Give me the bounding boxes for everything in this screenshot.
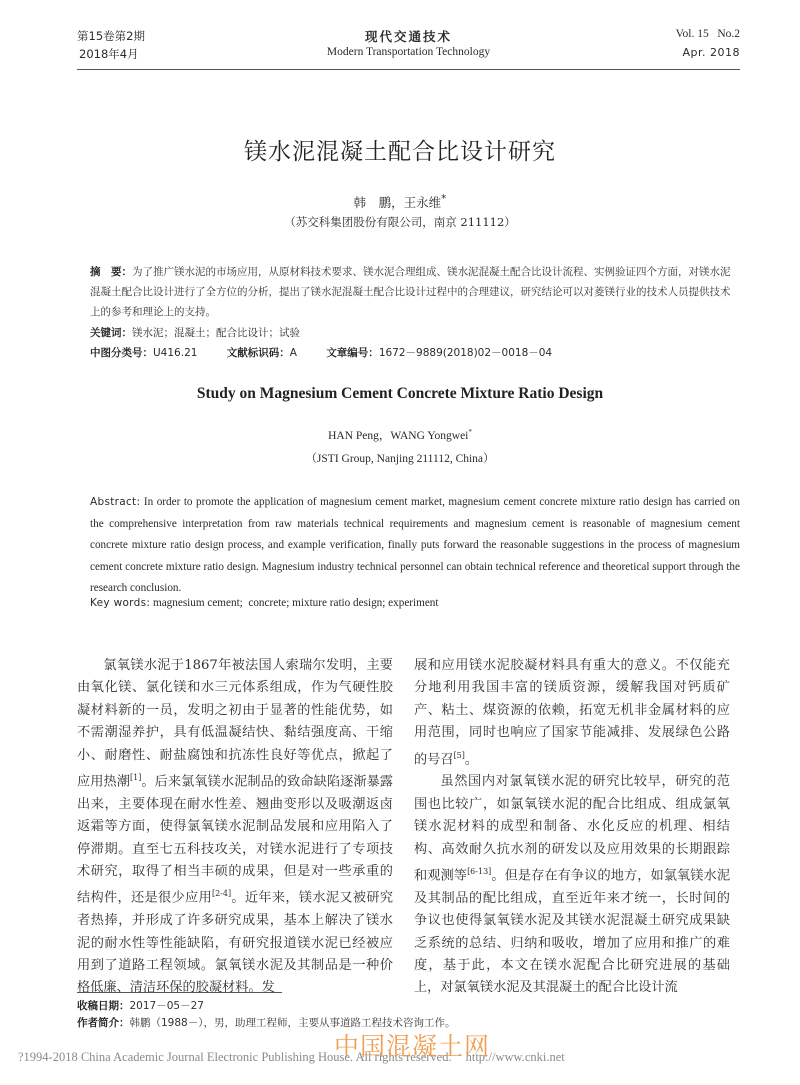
keywords-cn xyxy=(90,325,300,340)
affiliation-en: （JSTI Group, Nanjing 211112, China） xyxy=(305,453,495,465)
citation[interactable]: [6-13] xyxy=(467,867,492,877)
author-names-en: HAN Peng，WANG Yongwei xyxy=(328,430,469,442)
date-cn: 2018年4月 xyxy=(79,47,139,61)
article-number-label: 文章编号： xyxy=(326,347,379,359)
body-paragraph xyxy=(414,771,730,999)
abstract-cn-label: 摘 要： xyxy=(90,266,132,278)
abstract-cn-text: 为了推广镁水泥的市场应用，从原材料技术要求、镁水泥合理组成、镁水泥混凝土配合比设计流程、实例验证四个方面，对镁水泥混凝土配合比设计进行了全方位的分析，提出了镁水泥混凝土配合比设计过程中的合理建议，研究结论可以对菱镁行业的技术人员提供技术上的参考和理论上的支持。 xyxy=(90,266,731,318)
doc-code-label: 文献标识码： xyxy=(226,347,290,359)
citation[interactable]: [5] xyxy=(453,750,465,760)
footnote-received xyxy=(77,998,204,1013)
article-number-value: 1672－9889(2018)02－0018－04 xyxy=(378,347,553,359)
copyright-text: ?1994-2018 China Academic Journal Electronic Publishing House. All rights reserved. xyxy=(18,1050,452,1064)
received-date: 2017－05－27 xyxy=(129,1000,204,1012)
affiliation-cn: （苏交科集团股份有限公司，南京 211112） xyxy=(284,215,516,229)
keywords-en-label: Key words: xyxy=(90,597,151,609)
abstract-cn xyxy=(90,262,738,322)
site-watermark: 中国混凝土网 xyxy=(334,1032,491,1061)
body-column-right xyxy=(414,655,730,1000)
body-text: 。后来氯氧镁水泥制品的致命缺陷逐渐暴露出来，主要体现在耐水性差、翘曲变形以及吸潮返卤返霜等方面，使得氯氧镁水泥制品发展和应用陷入了停滞期。直至七五科技攻关，对镁水泥进行了专项技术研究，取得了相当丰硕的成果，但是对一些承重的结构件，还是很少应用 xyxy=(77,774,393,906)
cnki-link[interactable]: http://www.cnki.net xyxy=(465,1050,565,1064)
classification-row xyxy=(90,345,578,360)
citation[interactable]: [2-4] xyxy=(211,889,232,899)
keywords-cn-text: 镁水泥；混凝土；配合比设计；试验 xyxy=(132,327,300,339)
body-text: 。近年来，镁水泥又被研究者热捧，并形成了许多研究成果，基本上解决了镁水泥的耐水性等性能缺陷，有研究报道镁水泥已经被应用到了道路工程领域。氯氧镁水泥及其制品是一种价格低廉、清洁环保的胶凝材料。发 xyxy=(77,890,394,996)
corresponding-mark-en: * xyxy=(468,428,472,437)
running-header xyxy=(77,28,740,70)
received-label: 收稿日期： xyxy=(77,1000,130,1012)
footnote-divider xyxy=(77,992,282,993)
citation[interactable]: [1] xyxy=(129,773,142,783)
body-text: 展和应用镁水泥胶凝材料具有重大的意义。不仅能充分地利用我国丰富的镁质资源，缓解我国对钙质矿产、粘土、煤资源的依赖，拓宽无机非金属材料的应用范围，同时也响应了国家节能减排、发展绿色公路的号召 xyxy=(414,658,730,768)
body-paragraph xyxy=(77,655,393,1000)
journal-name-en: Modern Transportation Technology xyxy=(326,46,491,58)
doc-code-value: A xyxy=(289,347,297,359)
author-names-cn: 韩 鹏，王永维 xyxy=(353,195,442,211)
body-column-left xyxy=(77,655,393,1000)
keywords-en xyxy=(90,597,740,609)
keywords-cn-label: 关键词： xyxy=(90,327,132,339)
body-text: 。 xyxy=(464,752,479,768)
body-text: 虽然国内对氯氧镁水泥的研究比较早，研究的范围也比较广，如氯氧镁水泥的配合比组成、组成氯氧镁水泥材料的成型和制备、水化反应的机理、相结构、高效耐久抗水剂的研发以及应用效果的长期跟踪和观测等 xyxy=(414,774,730,884)
date-en: Apr. 2018 xyxy=(682,46,740,59)
corresponding-mark: * xyxy=(441,193,447,205)
abstract-en-label: Abstract: xyxy=(90,496,141,508)
authors-en xyxy=(0,427,800,443)
paper-title-cn: 镁水泥混凝土配合比设计研究 xyxy=(244,139,556,165)
authors-cn xyxy=(0,193,800,211)
clc-value: U416.21 xyxy=(153,347,198,359)
author-bio-text: 韩鹏（1988－），男，助理工程师，主要从事道路工程技术咨询工作。 xyxy=(129,1017,456,1029)
body-paragraph xyxy=(414,655,730,771)
abstract-en-text: In order to promote the application of magnesium cement market, magnesium cement concrete mixture ratio design has carried on the comprehensive interpretation from raw materials technical requirements and magnesium cement is reasonable of magnesium cement concrete mixture ratio design process, and example verification, finally puts forward the reasonable suggestions in the process of magnesium cement concrete mixture ratio design. Magnesium industry technical personnel can obtain technical reference and theoretical support through the research conclusion. xyxy=(90,496,740,595)
clc-label: 中图分类号： xyxy=(90,347,153,359)
paper-title-en: Study on Magnesium Cement Concrete Mixture Ratio Design xyxy=(196,385,604,402)
body-text: 。但是存在有争议的地方，如氯氧镁水泥及其制品的配比组成，直至近年来才统一，长时间的争议也使得氯氧镁水泥及其镁水泥混凝土研究成果缺乏系统的总结、归纳和吸收，增加了应用和推广的难度，基于此，本文在镁水泥配合比研究进展的基础上，对氯氧镁水泥及其混凝土的配合比设计流 xyxy=(414,868,731,996)
volume-issue-en: Vol. 15 No.2 xyxy=(675,28,740,40)
author-bio-label: 作者简介： xyxy=(77,1017,130,1029)
body-text: 氯氧镁水泥于1867年被法国人索瑞尔发明，主要由氧化镁、氯化镁和水三元体系组成，作为气硬性胶凝材料新的一员，发明之初由于显著的性能优势，如不需潮湿养护，具有低温凝结快、黏结强度高、干缩小、耐磨性、耐盐腐蚀和抗冻性良好等优点，掀起了应用热潮 xyxy=(77,658,393,790)
keywords-en-text: magnesium cement; concrete; mixture ratio design; experiment xyxy=(153,597,439,609)
journal-name-cn: 现代交通技术 xyxy=(364,29,452,44)
abstract-en xyxy=(90,492,740,600)
volume-issue-cn: 第15卷第2期 xyxy=(77,29,145,43)
